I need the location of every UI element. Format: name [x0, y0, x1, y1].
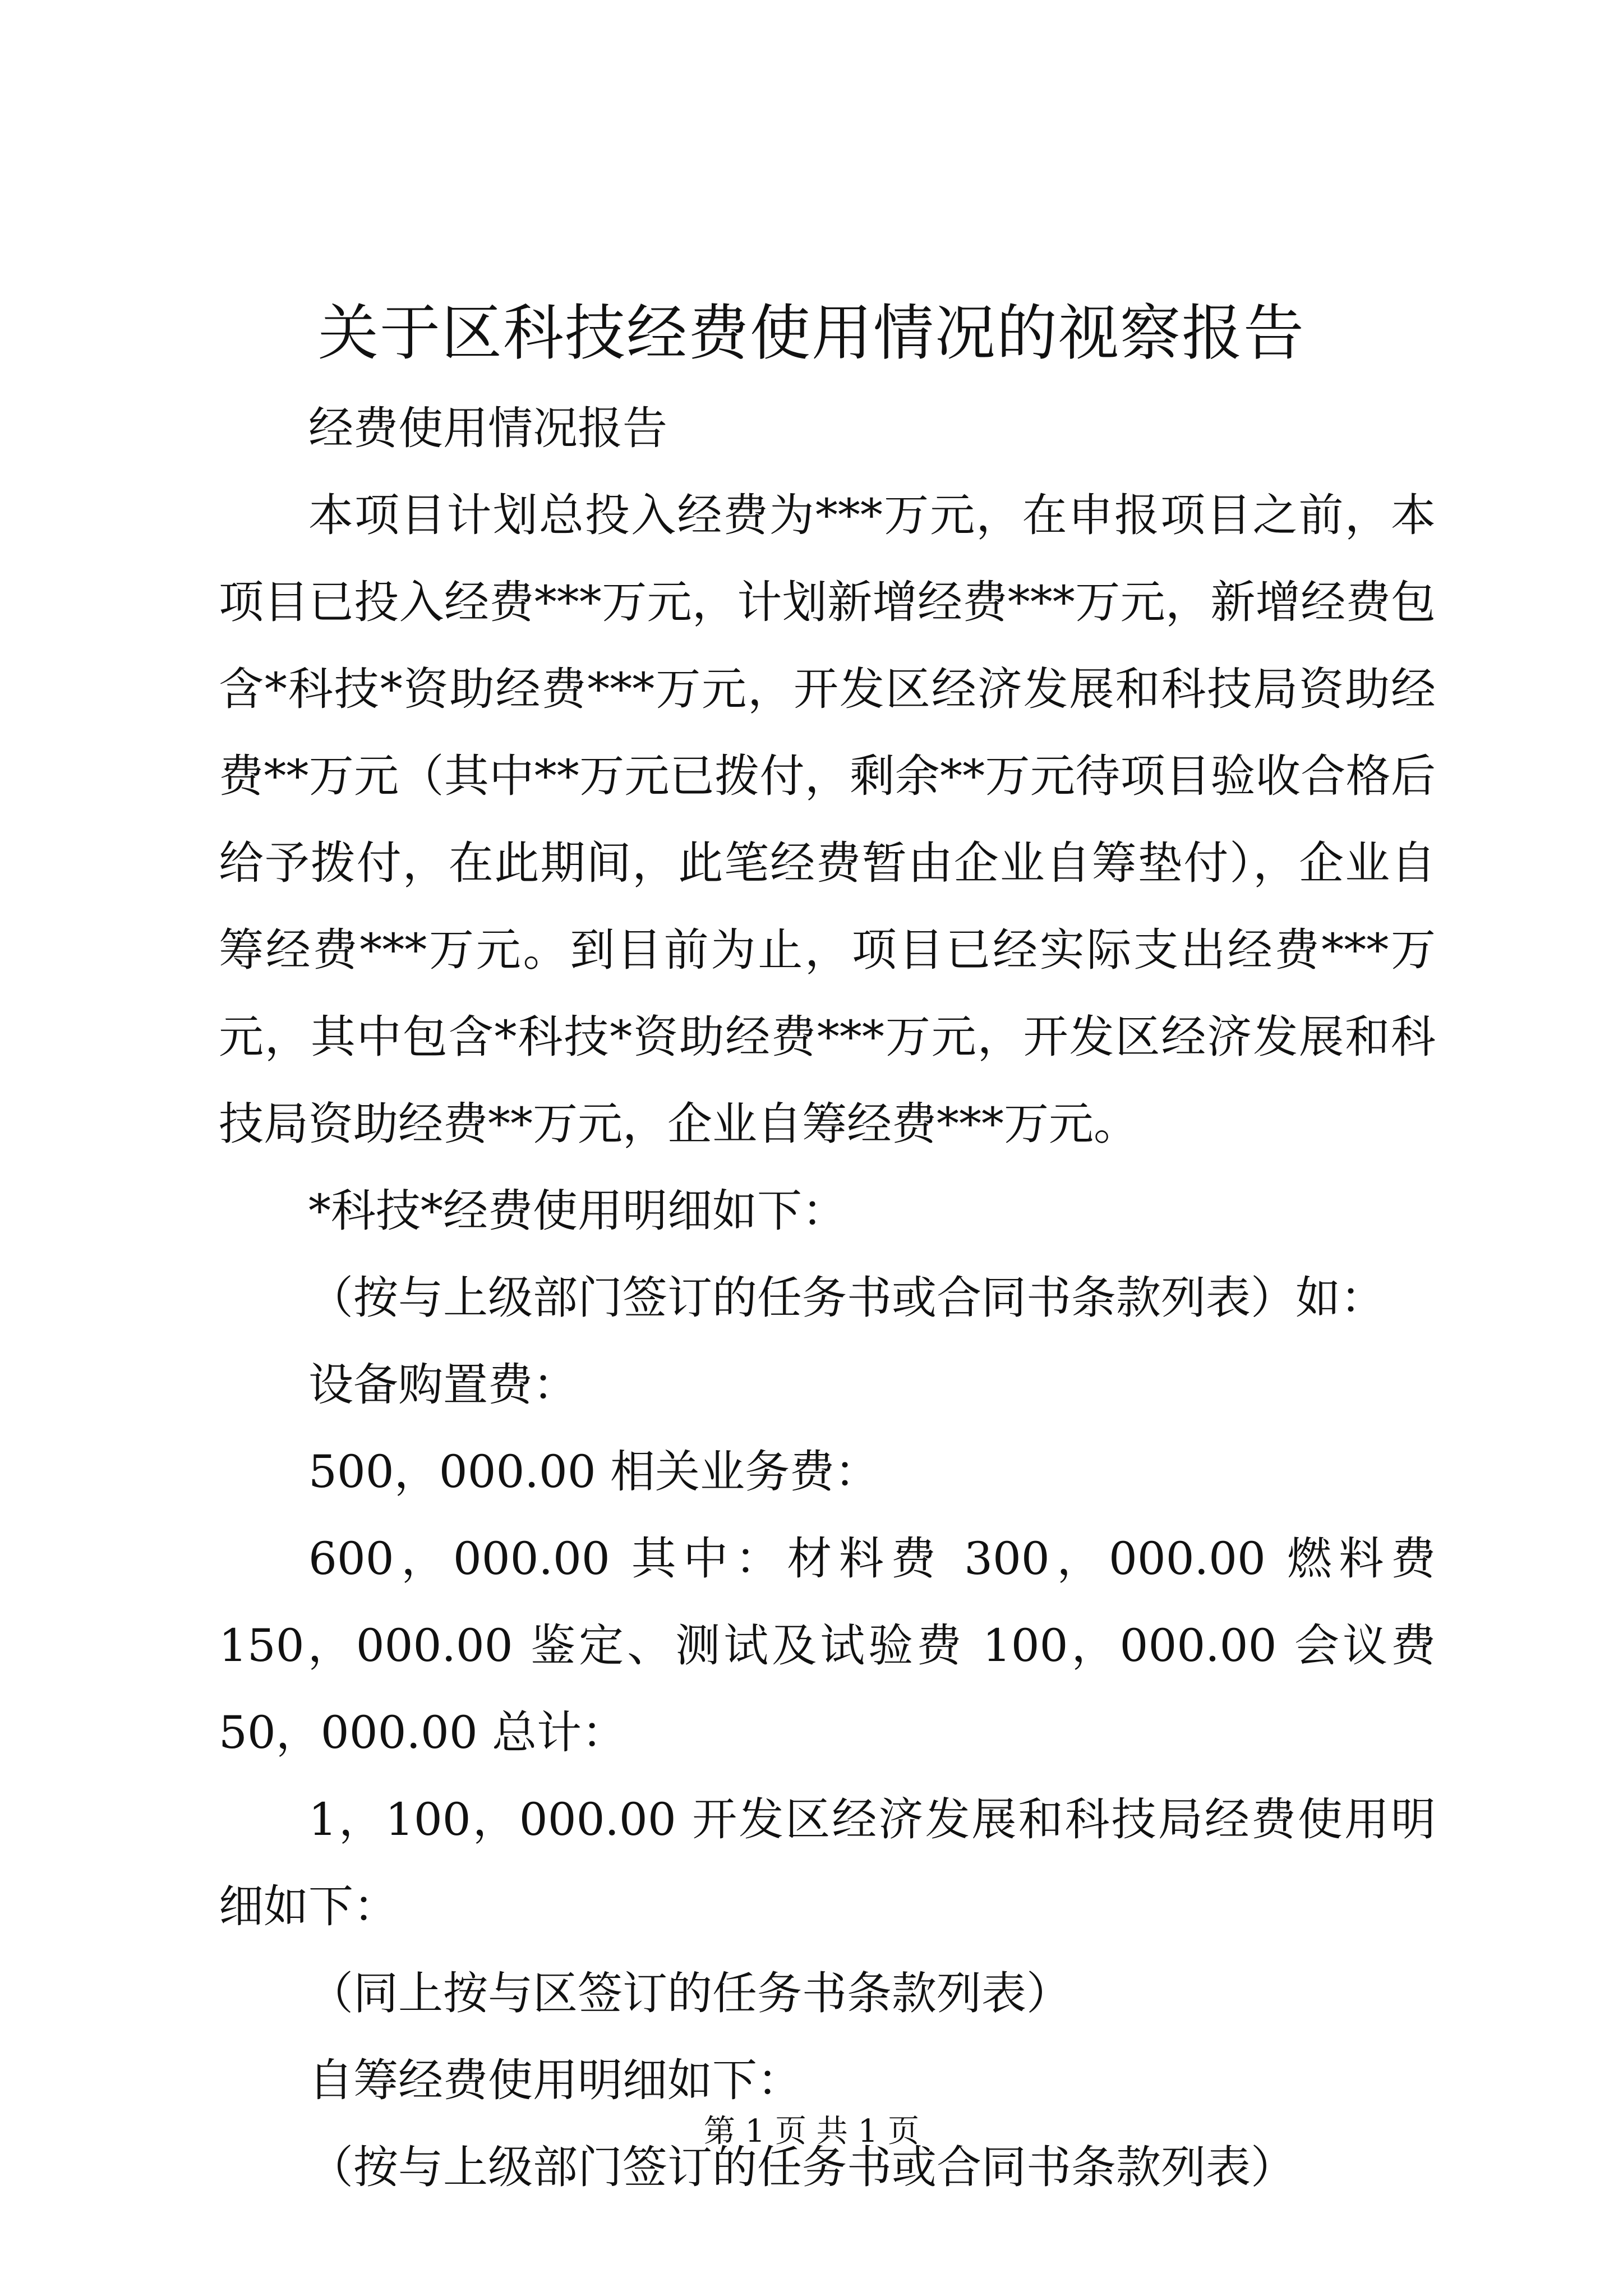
- document-body: [219, 385, 1436, 2211]
- page-footer: 第 1 页 共 1 页: [703, 2113, 920, 2150]
- paragraph-self-funded-note: （按与上级部门签订的任务书或合同书条款列表）: [308, 2141, 1295, 2193]
- paragraph-summary: 本项目计划总投入经费为***万元，在申报项目之前，本项目已投入经费***万元，计划新增经费***万元，新增经费包含*科技*资助经费***万元，开发区经济发展和科技局资助经费**万元（其中**万元已拨付，剩余**万元待项目验收合格后给予拨付，在此期间，此笔经费暂由企业自筹垫付），企业自筹经费***万元。到目前为止，项目已经实际支出经费***万元，其中包含*科技*资助经费***万元，开发区经济发展和科技局资助经费**万元，企业自筹经费***万元。: [219, 489, 1436, 1150]
- paragraph-zone-note: （同上按与区签订的任务书条款列表）: [308, 1967, 1071, 2019]
- paragraph-fee-breakdown: 600，000.00 其中：材料费 300，000.00 燃料费 150，000.00 鉴定、测试及试验费 100，000.00 会议费 50，000.00 总计：: [219, 1533, 1436, 1759]
- document-title: 关于区科技经费使用情况的视察报告: [317, 298, 1305, 369]
- paragraph-total-and-zone-heading: 1，100，000.00 开发区经济发展和科技局经费使用明细如下：: [219, 1793, 1436, 1932]
- paragraph-tech-detail-heading: *科技*经费使用明细如下：: [308, 1185, 847, 1237]
- paragraph-equipment-fee: 设备购置费：: [308, 1359, 578, 1411]
- paragraph-subtitle: 经费使用情况报告: [308, 402, 667, 454]
- paragraph-business-fee: 500，000.00 相关业务费：: [308, 1446, 880, 1498]
- paragraph-tech-detail-note: （按与上级部门签订的任务书或合同书条款列表）如：: [308, 1272, 1385, 1324]
- paragraph-self-funded-heading: 自筹经费使用明细如下：: [308, 2054, 802, 2106]
